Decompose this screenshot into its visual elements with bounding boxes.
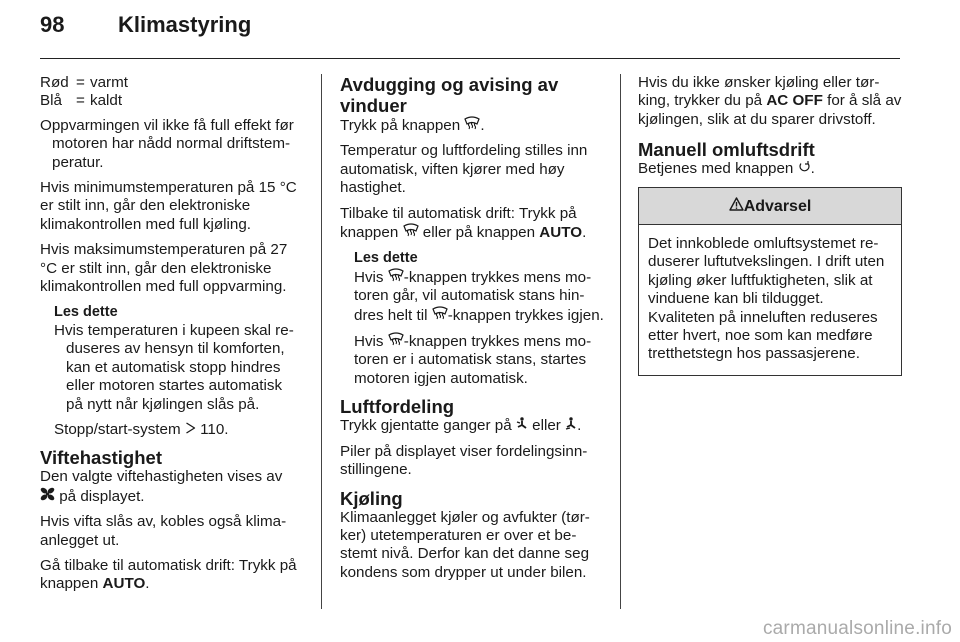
fan-paragraph-2: Hvis vifta slås av, kobles også klimaanlegget ut. — [40, 513, 287, 549]
min-temp-paragraph: Hvis minimumstemperaturen på 15 °C er stilt inn, går den elektroniske klimakontrollen med full kjøling. — [40, 179, 297, 233]
note-text: -knappen trykkes igjen. — [447, 306, 604, 324]
air-paragraph-1 — [340, 417, 604, 435]
column-3 — [638, 74, 902, 376]
defrost-icon — [464, 116, 480, 135]
fan-text-b: på displayet. — [59, 487, 145, 505]
period: . — [577, 417, 582, 435]
legend-row-blue — [40, 92, 302, 110]
warning-box — [638, 187, 902, 376]
defrost-icon — [403, 223, 419, 242]
warning-text: Det innkoblede omluftsystemet reduserer luftutvekslingen. I drift uten kjøling øker luftfuktigheten, slik at vinduene kan bli tildugget. Kvaliteten på inneluften reduseres etter hvert, noe som kan medføre tretthetstegn hos passasjerene. — [648, 235, 885, 363]
auto-button-label: AUTO — [102, 575, 146, 593]
defrost-icon — [388, 332, 404, 351]
max-temp-paragraph: Hvis maksimumstemperaturen på 27 °C er stilt inn, går den elektroniske klimakontrollen med full oppvarming. — [40, 241, 288, 296]
warning-title: Advarsel — [743, 197, 812, 215]
defrost-heading: Avdugging og avising av vinduer — [340, 74, 559, 116]
arrow-reference-icon — [185, 421, 196, 439]
warning-triangle-icon — [729, 197, 744, 216]
page-number: 98 — [40, 12, 65, 37]
defrost-icon — [388, 268, 404, 287]
defrost-paragraph-3 — [340, 205, 604, 243]
legend-value: kaldt — [90, 92, 123, 110]
defrost-text: eller på knappen — [422, 224, 536, 242]
defrost-paragraph-1 — [340, 116, 604, 135]
heating-paragraph: Oppvarmingen vil ikke få full effekt før motoren har nådd normal driftstemperatur. — [40, 116, 294, 171]
fan-text-a: Den valgte viftehastigheten vises av — [40, 468, 283, 486]
period: . — [810, 160, 815, 178]
defrost-text: Trykk på knappen — [340, 117, 461, 134]
air-text: eller — [532, 417, 561, 435]
fan-speed-heading: Viftehastighet — [40, 447, 162, 469]
legend-eq: = — [76, 92, 85, 110]
note-paragraph-2 — [354, 332, 604, 388]
legend-value: varmt — [90, 74, 128, 91]
page-title: Klimastyring — [118, 12, 252, 37]
fan-icon — [40, 487, 55, 506]
cooling-heading: Kjøling — [340, 487, 403, 509]
header-divider — [40, 58, 900, 59]
stopstart-page: 110. — [200, 420, 229, 438]
defrost-icon — [432, 306, 448, 325]
air-distribution-icon — [516, 417, 528, 435]
note-text: Hvis — [354, 333, 384, 351]
note-text: -knappen trykkes mens motoren går, vil automatisk stans hindres helt til — [354, 268, 592, 324]
fan-auto-text: Gå tilbake til automatisk drift: Trykk på knappen — [40, 556, 297, 593]
recirculation-heading: Manuell omluftsdrift — [638, 139, 815, 161]
note-text: Hvis — [354, 268, 384, 286]
note-heading: Les dette — [354, 250, 418, 267]
recirculation-text: Betjenes med knappen — [638, 160, 794, 178]
air-paragraph-2: Piler på displayet viser fordelingsinnstillingene. — [340, 442, 588, 479]
defrost-paragraph-2: Temperatur og luftfordeling stilles inn automatisk, viften kjører med høy hastighet. — [340, 142, 588, 197]
stopstart-reference — [54, 421, 302, 439]
air-distribution-heading: Luftfordeling — [340, 396, 455, 418]
legend-row-red — [40, 74, 302, 92]
column-2 — [340, 74, 604, 589]
ac-off-text: Hvis du ikke ønsker kjøling eller tørking, trykker du på — [638, 74, 880, 110]
note-text: Hvis temperaturen i kupeen skal reduseres av hensyn til komforten, kan et automatisk stopp hindres eller motoren startes automatisk på nytt når kjølingen slås på. — [54, 321, 294, 413]
air-distribution-icon — [565, 417, 577, 435]
legend-key: Rød — [40, 74, 69, 91]
legend-eq: = — [76, 74, 85, 91]
column-1 — [40, 74, 302, 601]
fan-paragraph-3 — [40, 557, 302, 594]
period: . — [480, 117, 485, 134]
ac-off-paragraph — [638, 74, 902, 129]
fan-paragraph-1 — [40, 468, 302, 506]
warning-header — [639, 188, 901, 225]
column-divider-1 — [321, 74, 322, 609]
period: . — [582, 224, 587, 242]
air-text: Trykk gjentatte ganger på — [340, 417, 512, 435]
note-text: -knappen trykkes mens motoren er i automatisk stans, startes motoren igjen automatisk. — [354, 333, 592, 387]
watermark: carmanualsonline.info — [762, 618, 952, 639]
ac-off-label: AC OFF — [766, 92, 823, 110]
note-block — [340, 249, 604, 388]
defrost-text: Tilbake til automatisk drift: Trykk på knappen — [340, 204, 577, 242]
note-block — [40, 303, 302, 439]
note-paragraph-1 — [354, 268, 604, 325]
note-heading: Les dette — [54, 304, 118, 321]
stopstart-text: Stopp/start-system — [54, 420, 181, 438]
period: . — [145, 575, 150, 593]
recirculation-icon — [798, 160, 811, 178]
legend-key: Blå — [40, 92, 62, 110]
cooling-paragraph: Klimaanlegget kjøler og avfukter (tørker) utetemperaturen er over et bestemt nivå. Derfor kan det danne seg kondens som drypper ut under bilen. — [340, 508, 590, 581]
ac-off-text: for å slå av kjølingen, slik at du sparer drivstoff. — [638, 92, 902, 128]
recirculation-paragraph — [638, 160, 902, 178]
auto-button-label: AUTO — [539, 224, 583, 242]
column-divider-2 — [620, 74, 621, 609]
